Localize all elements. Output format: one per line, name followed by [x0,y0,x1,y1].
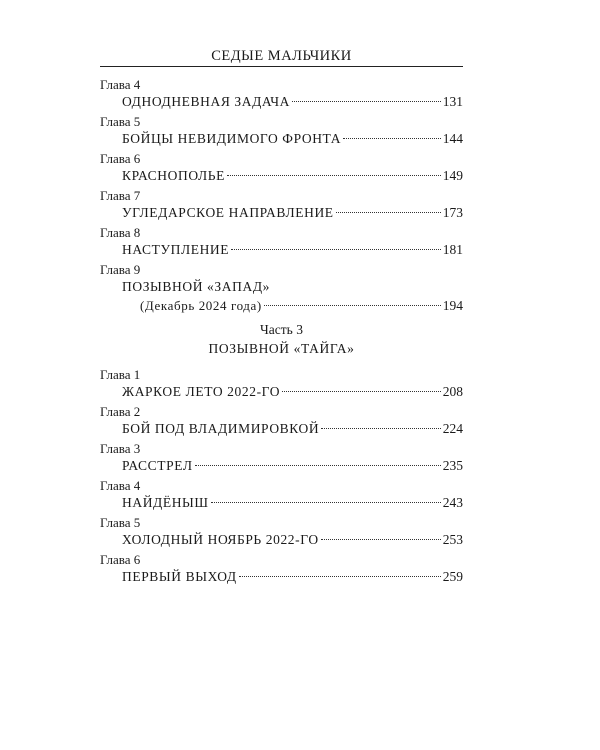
leader-dots [211,502,441,503]
chapter-label: Глава 3 [100,441,141,456]
page-number: 253 [442,532,463,547]
page-number: 194 [442,298,463,313]
running-header: СЕДЫЕ МАЛЬЧИКИ [211,48,352,64]
chapter-label: Глава 9 [100,262,141,277]
page-number: 173 [442,205,463,220]
chapter-title: ПОЗЫВНОЙ «ЗАПАД» [122,279,270,294]
chapter-label: Глава 4 [100,77,141,92]
toc-entry [100,515,463,552]
chapter-label: Глава 2 [100,404,141,419]
leader-dots [321,428,441,429]
toc-part3 [100,367,463,589]
toc-entry-chapter9 [100,262,463,319]
toc-entry [100,367,463,404]
leader-dots [343,138,441,139]
page-number: 181 [442,242,463,257]
leader-dots [282,391,441,392]
leader-dots [336,212,441,213]
chapter-title: ПЕРВЫЙ ВЫХОД [122,569,237,584]
page-number: 259 [442,569,463,584]
leader-dots [264,305,441,306]
page-number: 208 [442,384,463,399]
toc-entry [100,188,463,225]
toc-entry [100,225,463,262]
chapter-title: УГЛЕДАРСКОЕ НАПРАВЛЕНИЕ [122,205,334,220]
page-number: 235 [442,458,463,473]
toc-part2 [100,77,463,319]
toc-entry [100,151,463,188]
leader-dots [239,576,441,577]
page-number: 131 [442,94,463,109]
toc-entry [100,552,463,589]
toc-entry [100,441,463,478]
chapter-title: ЖАРКОЕ ЛЕТО 2022-ГО [122,384,281,399]
leader-dots [195,465,441,466]
toc-entry [100,114,463,151]
chapter-label: Глава 1 [100,367,141,382]
chapter-title: БОЙЦЫ НЕВИДИМОГО ФРОНТА [122,131,342,146]
page-number: 224 [442,421,463,436]
leader-dots [292,101,441,102]
chapter-label: Глава 4 [100,478,141,493]
part-title: ПОЗЫВНОЙ «ТАЙГА» [208,341,355,356]
leader-dots [321,539,441,540]
chapter-title: ХОЛОДНЫЙ НОЯБРЬ 2022-ГО [122,532,319,547]
leader-dots [231,249,441,250]
chapter-title: КРАСНОПОЛЬЕ [122,168,225,183]
chapter-title: РАССТРЕЛ [122,458,193,473]
chapter-title: НАСТУПЛЕНИЕ [122,242,230,257]
page-number: 144 [442,131,463,146]
part-label: Часть 3 [260,322,303,337]
page-number: 243 [442,495,463,510]
page-number: 149 [442,168,463,183]
chapter-subtitle: (Декабрь 2024 года) [140,298,262,313]
chapter-title: ОДНОДНЕВНАЯ ЗАДАЧА [122,94,290,109]
chapter-label: Глава 8 [100,225,141,240]
chapter-label: Глава 7 [100,188,141,203]
leader-dots [227,175,441,176]
chapter-title: БОЙ ПОД ВЛАДИМИРОВКОЙ [122,421,320,436]
toc-entry [100,77,463,114]
chapter-label: Глава 6 [100,552,141,567]
toc-entry [100,478,463,515]
chapter-label: Глава 6 [100,151,141,166]
chapter-title: НАЙДЁНЫШ [122,495,209,510]
chapter-label: Глава 5 [100,515,141,530]
chapter-label: Глава 5 [100,114,141,129]
toc-entry [100,404,463,441]
header-rule [100,66,463,67]
